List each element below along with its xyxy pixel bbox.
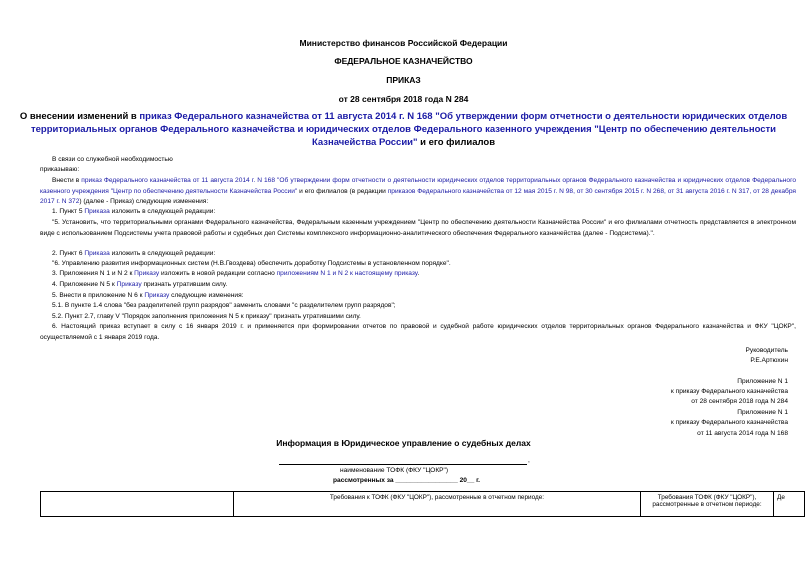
i5-post: следующие изменения: [169, 292, 244, 299]
item-5 [52, 291, 243, 302]
i3-link2[interactable]: приложениям N 1 и N 2 к настоящему приказу [276, 270, 418, 277]
appendix-2-title: Приложение N 1 [737, 409, 788, 416]
doc-date-number: от 28 сентября 2018 года N 284 [338, 94, 469, 104]
table-cell-requirements-to: Требования к ТОФК (ФКУ "ЦОКР"), рассмотренные в отчетном периоде: [234, 492, 641, 517]
i3-link[interactable]: Приказу [134, 270, 160, 277]
document-title [0, 110, 807, 149]
item-2 [52, 249, 215, 260]
i2-post: изложить в следующей редакции: [109, 250, 216, 257]
ministry-name: Министерство финансов Российской Федерации [299, 38, 508, 48]
i1-link[interactable]: Приказа [84, 208, 110, 215]
i1-pre: 1. Пункт 5 [52, 208, 85, 215]
i5-link[interactable]: Приказу [144, 292, 170, 299]
appendix-1-date: от 28 сентября 2018 года N 284 [691, 398, 788, 405]
i5-pre: 5. Внести в приложение N 6 к [52, 292, 145, 299]
item-5-2: 5.2. Пункт 2.7, главу V "Порядок заполнения приложения N 5 к приказу" признать утратившими силу. [52, 313, 361, 320]
item-6: 6. Настоящий приказ вступает в силу с 16 января 2019 г. и применяется при формировании отчетов по правовой и судебной работе юридических отделов территориальных органов Федерального казначейства и ФКУ "ЦОКР", осуществляемой с 1 января 2019 года. [40, 323, 796, 341]
item-5-1: 5.1. В пункте 1.4 слова "без разделителей групп разрядов" заменить словами "с разделителем групп разрядов"; [52, 302, 396, 309]
intro-text: В связи со служебной необходимостью [52, 156, 173, 163]
p1-end: ) (далее - Приказ) следующие изменения: [79, 198, 209, 206]
appendix-2-order: к приказу Федерального казначейства [670, 419, 788, 426]
doc-type: ПРИКАЗ [386, 75, 421, 85]
table-cell-requirements-from: Требования ТОФК (ФКУ "ЦОКР"), рассмотренные в отчетном периоде: [641, 492, 774, 517]
signature-position: Руководитель [745, 347, 788, 354]
p1-link2[interactable]: приказов Федерального казначейства от 12 мая 2015 г. N 98, от 30 сентября 2015 г. N 268, от 31 августа 2016 г. N 317, от 28 декабря 2017 г. N 372 [40, 187, 796, 206]
title-link[interactable]: приказ Федерального казначейства от 11 августа 2014 г. N 168 "Об утверждении форм отчетности о деятельности юридических отделов территориальных органов Федерального казначейства и юридических отделов Федерального казенного учреждения "Центр по обеспечению деятельности Казначейства России" [30, 111, 788, 148]
i2-link[interactable]: Приказа [84, 250, 110, 257]
p1-link[interactable]: приказ Федерального казначейства от 11 августа 2014 г. N 168 "Об утверждении форм отчетности о деятельности юридических отделов территориальных органов Федерального казначейства и юридических отделов Федерального казенного учреждения "Центр по обеспечению деятельности Казначейства России" [40, 177, 796, 195]
signature-name: Р.Е.Артюхин [750, 357, 788, 364]
agency-name: ФЕДЕРАЛЬНОЕ КАЗНАЧЕЙСТВО [334, 56, 473, 66]
title-suffix: и его филиалов [417, 137, 496, 148]
i2-pre: 2. Пункт 6 [52, 250, 85, 257]
i4-link[interactable]: Приказу [116, 281, 142, 288]
table-cell-empty [41, 492, 234, 517]
underline-comma: , [528, 457, 530, 464]
item-3 [52, 269, 419, 280]
order-word: приказываю: [40, 166, 80, 173]
i4-post: признать утратившим силу. [141, 281, 228, 288]
p1-mid: и его филиалов (в редакции [297, 187, 388, 195]
i3-end: . [417, 270, 420, 277]
i4-pre: 4. Приложение N 5 к [52, 281, 117, 288]
title-prefix: О внесении изменений в [19, 111, 140, 122]
paragraph-main [40, 176, 796, 208]
item-1 [52, 207, 215, 218]
item-4 [52, 280, 227, 291]
appendix-1-title: Приложение N 1 [737, 378, 788, 385]
appendix-2-date: от 11 августа 2014 года N 168 [697, 430, 788, 437]
i3-pre: 3. Приложения N 1 и N 2 к [52, 270, 135, 277]
table-cell-cut: Де [774, 492, 805, 517]
name-underline [279, 464, 527, 465]
i1-post: изложить в следующей редакции: [109, 208, 216, 215]
quote-6: "6. Управлению развития информационных систем (Н.В.Гвоздева) обеспечить доработку Подсистемы в установленном порядке". [52, 260, 451, 267]
name-caption: наименование ТОФК (ФКУ "ЦОКР") [340, 467, 449, 474]
appendix-1-order: к приказу Федерального казначейства [670, 388, 788, 395]
i3-mid: изложить в новой редакции согласно [159, 270, 277, 277]
form-title: Информация в Юридическое управление о судебных делах [276, 438, 531, 448]
quote-5: "5. Установить, что территориальными органами Федерального казначейства, Федеральным казенным учреждением "Центр по обеспечению деятельности Казначейства России" и его филиалами отчетность представляется в электронном виде с использованием Подсистемы учета правовой работы и судебных дел Системы комплексного информационно-аналитического обеспечения Федерального казначейства (далее - Подсистема).". [40, 219, 796, 237]
period-line: рассмотренных за _________________ 20__ г. [333, 477, 480, 484]
table-header-row [41, 492, 805, 517]
requirements-table [40, 491, 805, 517]
p1-pre: Внести в [52, 177, 82, 184]
